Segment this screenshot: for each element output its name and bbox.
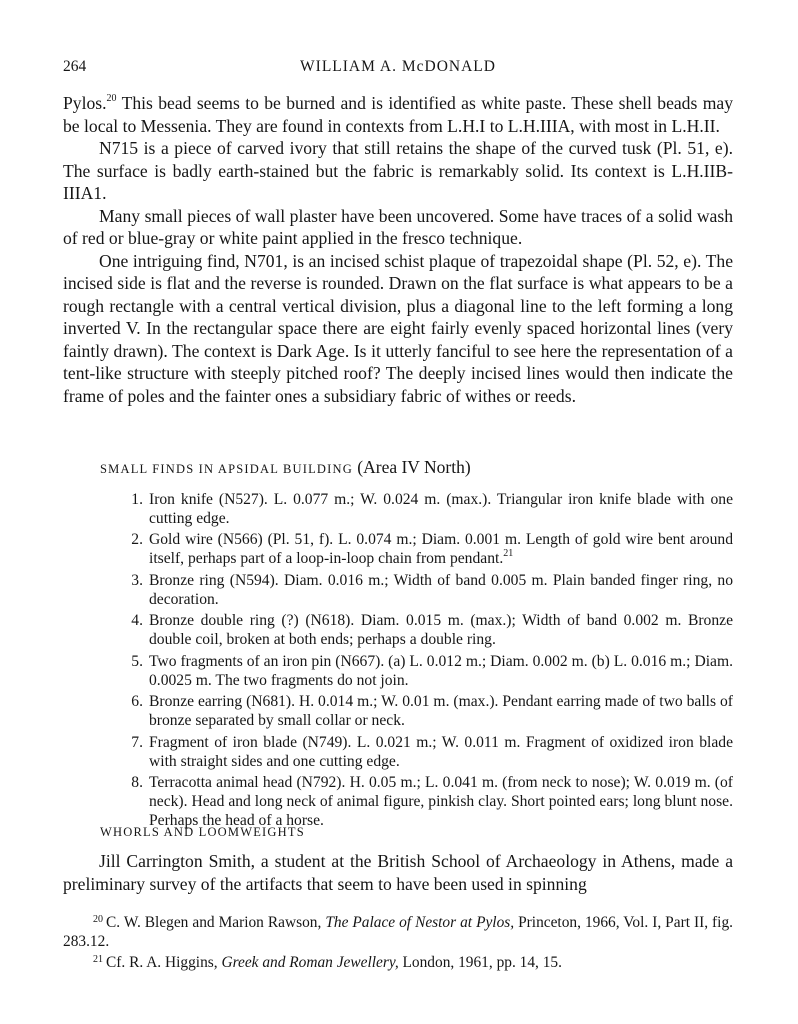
paragraph	[63, 92, 733, 137]
running-head: WILLIAM A. McDONALD	[300, 58, 496, 75]
item-number: 2.	[131, 531, 143, 549]
item-text: Bronze double ring (?) (N618). Diam. 0.015 m. (max.); Width of band 0.002 m. Bronze double coil, broken at both ends; perhaps a double ring.	[149, 612, 733, 649]
item-number: 4.	[131, 612, 143, 630]
footnote-ref[interactable]: 21	[503, 548, 514, 560]
item-number: 7.	[131, 733, 143, 751]
footnote-marker: 20	[93, 914, 103, 925]
body-text	[63, 92, 733, 407]
footnote-text: C. W. Blegen and Marion Rawson,	[106, 914, 326, 931]
footnote-marker: 21	[93, 954, 103, 966]
item-text: Bronze ring (N594). Diam. 0.016 m.; Width of band 0.005 m. Plain banded finger ring, no decoration.	[149, 571, 733, 608]
item-text: Two fragments of an iron pin (N667). (a) L. 0.012 m.; Diam. 0.002 m. (b) L. 0.016 m.; Diam. 0.0025 m. The two fragments do not join.	[149, 652, 733, 689]
section-heading	[100, 825, 305, 840]
footnote	[63, 911, 733, 951]
item-text: Iron knife (N527). L. 0.077 m.; W. 0.024 m. (max.). Triangular iron knife blade with one cutting edge.	[149, 491, 733, 527]
footnote-ref[interactable]: 20	[106, 93, 117, 105]
citation-title: The Palace of Nestor at Pylos,	[325, 914, 515, 931]
item-number: 3.	[131, 571, 143, 589]
item-text: Bronze earring (N681). H. 0.014 m.; W. 0.01 m. (max.). Pendant earring made of two balls of bronze separated by small collar or neck.	[149, 693, 733, 730]
page-number: 264	[63, 58, 87, 75]
body-text	[63, 850, 733, 895]
list-item	[63, 734, 733, 772]
section-subtitle: (Area IV North)	[357, 457, 471, 477]
footnote-text: Cf. R. A. Higgins,	[106, 954, 222, 972]
item-text: Gold wire (N566) (Pl. 51, f). L. 0.074 m.; Diam. 0.001 m. Length of gold wire bent around itself, perhaps part of a loop-in-loop chain from pendant.	[149, 531, 733, 568]
paragraph: Many small pieces of wall plaster have been uncovered. Some have traces of a solid wash of red or blue-gray or white paint applied in the fresco technique.	[63, 205, 733, 248]
list-item	[63, 491, 733, 529]
paragraph-text: This bead seems to be burned and is identified as white paste. These shell beads may be local to Messenia. They are found in contexts from L.H.I to L.H.IIIA, with most in L.H.II.	[63, 93, 733, 136]
footnotes	[63, 911, 733, 973]
citation-title: Greek and Roman Jewellery,	[221, 954, 399, 972]
footnote	[63, 951, 733, 973]
list-item	[63, 693, 733, 731]
page-header	[63, 58, 733, 82]
footnote-text: Princeton, 1966, Vol. I, Part II, fig. 283.12.	[63, 914, 733, 950]
list-item	[63, 774, 733, 830]
paragraph: One intriguing find, N701, is an incised schist plaque of trapezoidal shape (Pl. 52, e). The incised side is flat and the reverse is rounded. Drawn on the flat surface is what appears to be a rough rectangle with a central vertical division, plus a diagonal line to the left forming a long inverted V. In the rectangular space there are eight fairly evenly spaced horizontal lines (very faintly drawn). The context is Dark Age. Is it utterly fanciful to see here the representation of a tent-like structure with steeply pitched roof? The deeply incised lines would then indicate the frame of poles and the fainter ones a subsidiary fabric of withes or reeds.	[63, 250, 733, 406]
paragraph: N715 is a piece of carved ivory that still retains the shape of the curved tusk (Pl. 51, e). The surface is badly earth-stained but the fabric is remarkably solid. Its context is L.H.IIB-IIIA1.	[63, 138, 733, 203]
paragraph-text: Pylos.	[63, 93, 107, 113]
item-text: Fragment of iron blade (N749). L. 0.021 m.; W. 0.011 m. Fragment of oxidized iron blade with straight sides and one cutting edge.	[149, 733, 733, 770]
item-number: 6.	[131, 693, 143, 711]
item-number: 8.	[131, 774, 143, 792]
item-text: Terracotta animal head (N792). H. 0.05 m.; L. 0.041 m. (from neck to nose); W. 0.019 m. (of neck). Head and long neck of animal figure, pinkish clay. Short pointed ears; long blunt nose. Perhaps the head of a horse.	[149, 774, 733, 829]
list-item	[63, 612, 733, 650]
list-item	[63, 653, 733, 691]
section-heading-text: SMALL FINDS IN APSIDAL BUILDING	[100, 462, 353, 476]
item-number: 1.	[131, 491, 143, 508]
finds-list	[63, 491, 733, 834]
item-number: 5.	[131, 652, 143, 670]
list-item	[63, 572, 733, 610]
list-item	[63, 531, 733, 569]
footnote-text: London, 1961, pp. 14, 15.	[398, 954, 562, 972]
section-heading	[100, 457, 471, 478]
paragraph: Jill Carrington Smith, a student at the British School of Archaeology in Athens, made a preliminary survey of the artifacts that seem to have been used in spinning	[63, 851, 733, 894]
section-heading-text: WHORLS AND LOOMWEIGHTS	[100, 825, 305, 839]
